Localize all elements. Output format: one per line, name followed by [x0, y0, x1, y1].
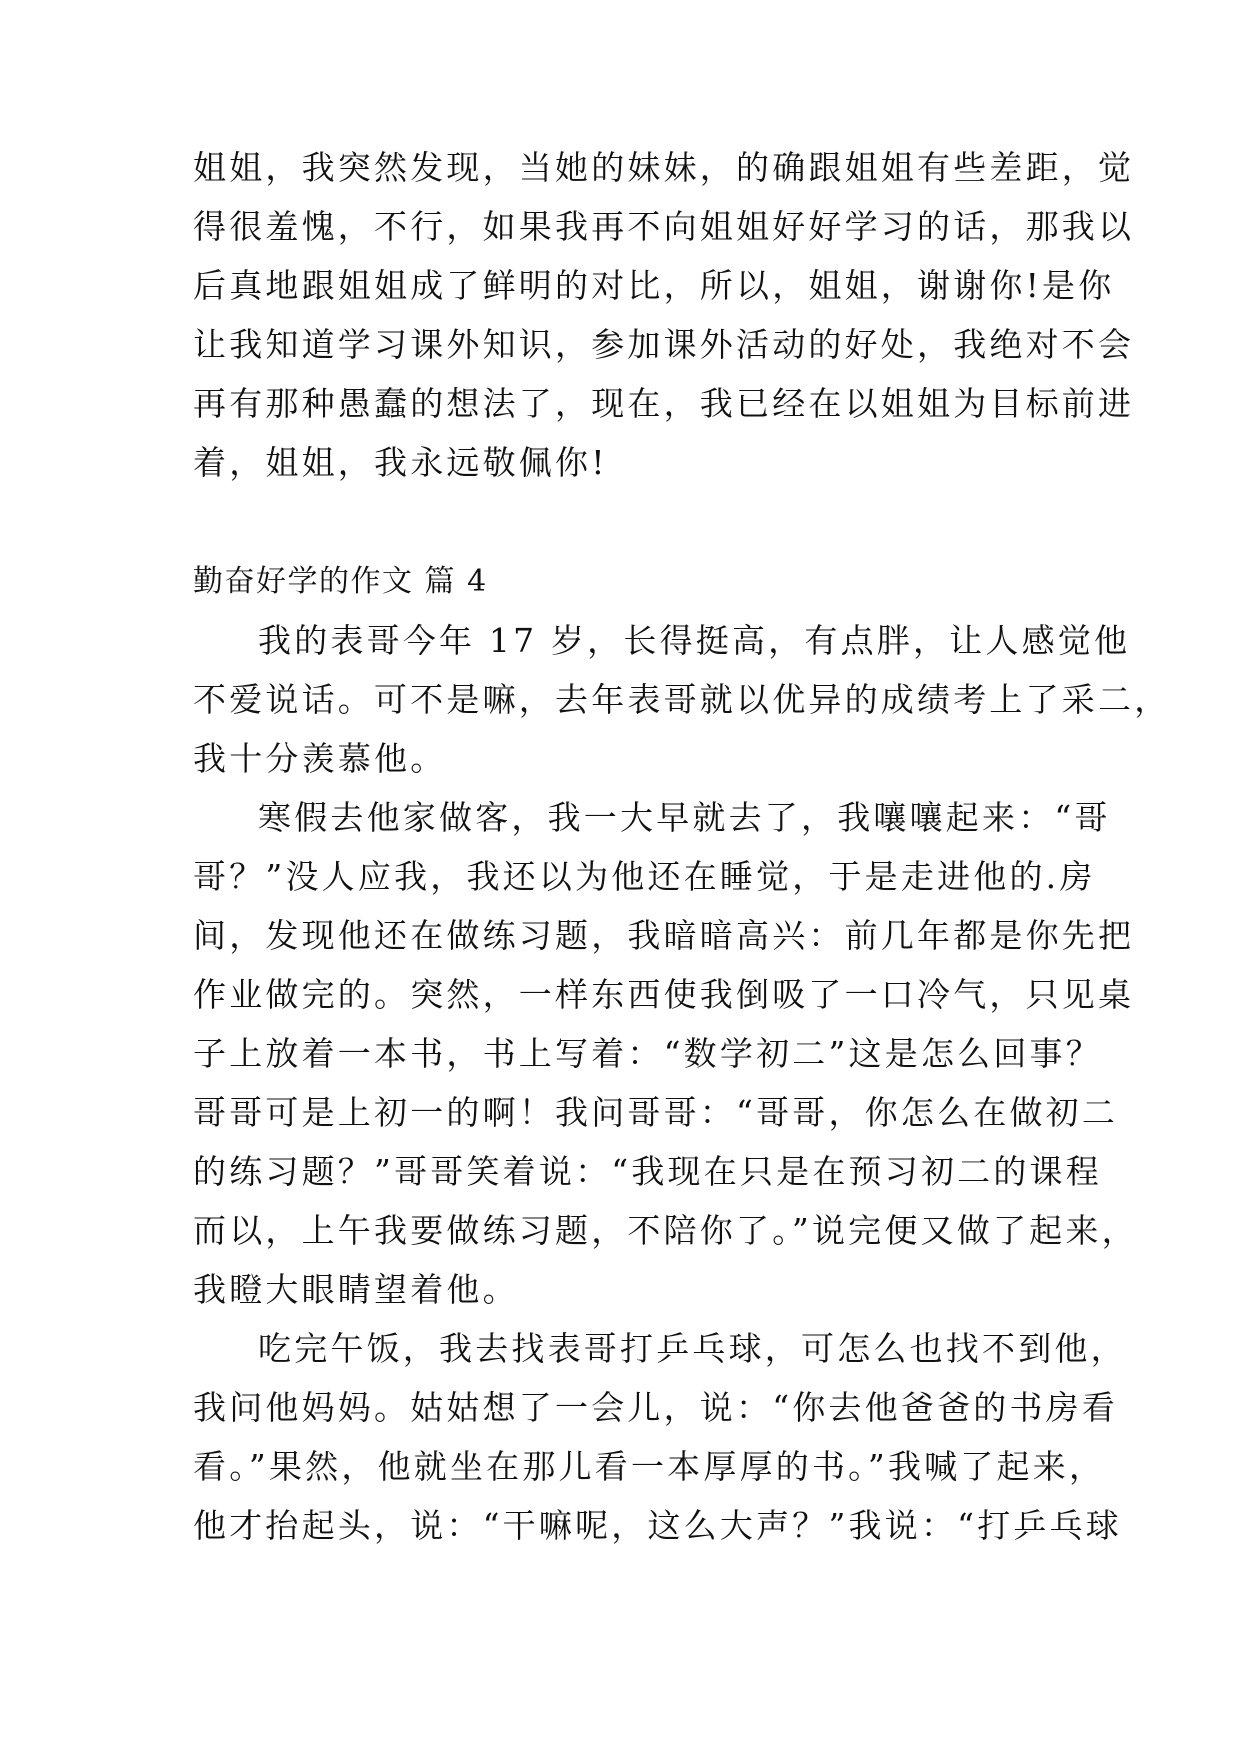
text-line: 他才抬起头，说：“干嘛呢，这么大声？”我说：“打乒乓球	[193, 1506, 1123, 1545]
text-line: 吃完午饭，我去找表哥打乒乓球，可怎么也找不到他，	[258, 1329, 1127, 1368]
text-line: 后真地跟姐姐成了鲜明的对比，所以，姐姐，谢谢你!是你	[193, 266, 1115, 305]
text-line: 寒假去他家做客，我一大早就去了，我嚷嚷起来：“哥	[258, 798, 1111, 837]
text-line: 哥？”没人应我，我还以为他还在睡觉，于是走进他的.房	[193, 857, 1096, 896]
text-line: 哥哥可是上初一的啊！我问哥哥：“哥哥，你怎么在做初二	[193, 1093, 1119, 1132]
text-line: 我问他妈妈。姑姑想了一会儿，说：“你去他爸爸的书房看	[193, 1388, 1119, 1427]
text-line: 作业做完的。突然，一样东西使我倒吸了一口冷气，只见桌	[193, 975, 1135, 1014]
text-line: 看。”果然，他就坐在那儿看一本厚厚的书。”我喊了起来，	[193, 1447, 1106, 1486]
text-line: 再有那种愚蠢的想法了，现在，我已经在以姐姐为目标前进	[193, 384, 1135, 423]
text-line: 的练习题？”哥哥笑着说：“我现在只是在预习初二的课程	[193, 1152, 1102, 1191]
text-line: 我瞪大眼睛望着他。	[193, 1270, 519, 1309]
text-line: 子上放着一本书，书上写着：“数学初二”这是怎么回事？	[193, 1034, 1102, 1073]
text-line: 不爱说话。可不是嘛，去年表哥就以优异的成绩考上了采二，	[193, 680, 1171, 719]
text-line: 得很羞愧，不行，如果我再不向姐姐好好学习的话，那我以	[193, 207, 1135, 246]
text-line: 让我知道学习课外知识，参加课外活动的好处，我绝对不会	[193, 325, 1135, 364]
text-line: 姐姐，我突然发现，当她的妹妹，的确跟姐姐有些差距，觉	[193, 148, 1135, 187]
text-line: 我的表哥今年 17 岁，长得挺高，有点胖，让人感觉他	[258, 621, 1131, 660]
text-line: 着，姐姐，我永远敬佩你!	[193, 443, 608, 482]
text-line: 间，发现他还在做练习题，我暗暗高兴：前几年都是你先把	[193, 916, 1135, 955]
text-line: 而以，上午我要做练习题，不陪你了。”说完便又做了起来，	[193, 1211, 1138, 1250]
text-line: 我十分羡慕他。	[193, 739, 447, 778]
section-heading: 勤奋好学的作文 篇 4	[193, 564, 488, 599]
